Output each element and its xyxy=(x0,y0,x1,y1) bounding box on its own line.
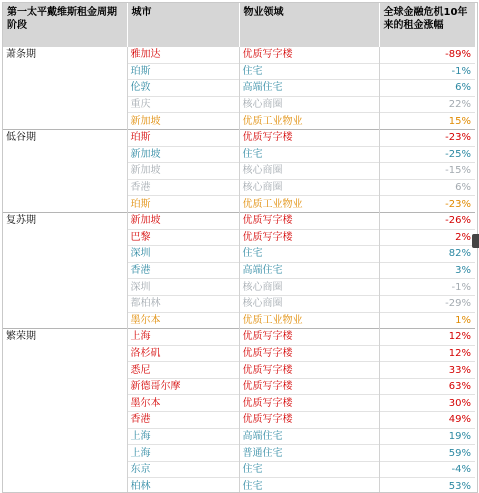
rental-cycle-table xyxy=(3,3,475,493)
city-cell: 东京 xyxy=(127,461,239,478)
sector-cell: 优质写字楼 xyxy=(239,47,379,63)
city-cell: 都柏林 xyxy=(127,295,239,312)
table-row xyxy=(3,362,475,379)
city-cell: 香港 xyxy=(127,179,239,196)
sector-cell: 核心商圈 xyxy=(239,96,379,113)
phase-cell xyxy=(3,229,127,246)
table-row xyxy=(3,146,475,163)
rental-cycle-table-container xyxy=(2,2,478,493)
sector-cell: 高端住宅 xyxy=(239,428,379,445)
city-cell: 深圳 xyxy=(127,279,239,296)
sector-cell: 优质工业物业 xyxy=(239,312,379,329)
change-cell: 12% xyxy=(379,345,475,362)
table-row xyxy=(3,461,475,478)
phase-cell xyxy=(3,445,127,462)
phase-cell xyxy=(3,246,127,263)
table-row xyxy=(3,129,475,146)
phase-label: 复苏期 xyxy=(3,212,127,229)
change-cell: 59% xyxy=(379,445,475,462)
city-cell: 柏林 xyxy=(127,478,239,493)
city-cell: 新加坡 xyxy=(127,163,239,180)
phase-cell xyxy=(3,345,127,362)
change-cell: 82% xyxy=(379,246,475,263)
change-cell: 12% xyxy=(379,329,475,346)
city-cell: 伦敦 xyxy=(127,80,239,97)
change-cell: -1% xyxy=(379,279,475,296)
city-cell: 深圳 xyxy=(127,246,239,263)
phase-cell xyxy=(3,412,127,429)
phase-cell xyxy=(3,80,127,97)
table-row xyxy=(3,163,475,180)
phase-cell xyxy=(3,279,127,296)
sector-cell: 高端住宅 xyxy=(239,262,379,279)
change-cell: -15% xyxy=(379,163,475,180)
city-cell: 珀斯 xyxy=(127,129,239,146)
table-row xyxy=(3,345,475,362)
header-row xyxy=(3,3,475,47)
city-cell: 重庆 xyxy=(127,96,239,113)
header-city: 城市 xyxy=(127,3,239,47)
table-row xyxy=(3,412,475,429)
change-cell: 15% xyxy=(379,113,475,130)
change-cell: -23% xyxy=(379,196,475,213)
city-cell: 珀斯 xyxy=(127,63,239,80)
scroll-handle[interactable] xyxy=(472,234,479,248)
city-cell: 新加坡 xyxy=(127,113,239,130)
city-cell: 新加坡 xyxy=(127,212,239,229)
phase-cell xyxy=(3,196,127,213)
sector-cell: 优质写字楼 xyxy=(239,329,379,346)
table-row xyxy=(3,395,475,412)
phase-cell xyxy=(3,395,127,412)
city-cell: 洛杉矶 xyxy=(127,345,239,362)
change-cell: -23% xyxy=(379,129,475,146)
change-cell: 6% xyxy=(379,179,475,196)
change-cell: 30% xyxy=(379,395,475,412)
table-row xyxy=(3,80,475,97)
phase-cell xyxy=(3,96,127,113)
table-row xyxy=(3,246,475,263)
phase-label: 繁荣期 xyxy=(3,329,127,346)
sector-cell: 优质写字楼 xyxy=(239,229,379,246)
change-cell: -4% xyxy=(379,461,475,478)
table-row xyxy=(3,196,475,213)
change-cell: 53% xyxy=(379,478,475,493)
sector-cell: 住宅 xyxy=(239,478,379,493)
table-row xyxy=(3,179,475,196)
table-row xyxy=(3,229,475,246)
city-cell: 雅加达 xyxy=(127,47,239,63)
phase-cell xyxy=(3,262,127,279)
table-row xyxy=(3,295,475,312)
change-cell: -26% xyxy=(379,212,475,229)
city-cell: 悉尼 xyxy=(127,362,239,379)
table-row xyxy=(3,312,475,329)
sector-cell: 核心商圈 xyxy=(239,295,379,312)
phase-cell xyxy=(3,146,127,163)
sector-cell: 高端住宅 xyxy=(239,80,379,97)
city-cell: 珀斯 xyxy=(127,196,239,213)
sector-cell: 优质工业物业 xyxy=(239,113,379,130)
change-cell: -89% xyxy=(379,47,475,63)
sector-cell: 住宅 xyxy=(239,63,379,80)
table-row xyxy=(3,378,475,395)
city-cell: 上海 xyxy=(127,445,239,462)
sector-cell: 优质写字楼 xyxy=(239,378,379,395)
sector-cell: 普通住宅 xyxy=(239,445,379,462)
change-cell: 22% xyxy=(379,96,475,113)
sector-cell: 核心商圈 xyxy=(239,163,379,180)
table-body xyxy=(3,47,475,493)
sector-cell: 优质写字楼 xyxy=(239,362,379,379)
sector-cell: 核心商圈 xyxy=(239,279,379,296)
change-cell: 6% xyxy=(379,80,475,97)
table-row xyxy=(3,212,475,229)
change-cell: 3% xyxy=(379,262,475,279)
sector-cell: 优质写字楼 xyxy=(239,345,379,362)
phase-cell xyxy=(3,428,127,445)
city-cell: 新加坡 xyxy=(127,146,239,163)
phase-label: 萧条期 xyxy=(6,49,36,60)
sector-cell: 优质写字楼 xyxy=(239,212,379,229)
phase-label: 低谷期 xyxy=(3,129,127,146)
header-change: 全球金融危机10年来的租金涨幅 xyxy=(379,3,475,47)
change-cell: 63% xyxy=(379,378,475,395)
table-row xyxy=(3,478,475,493)
sector-cell: 住宅 xyxy=(239,146,379,163)
sector-cell: 住宅 xyxy=(239,461,379,478)
table-row xyxy=(3,96,475,113)
city-cell: 香港 xyxy=(127,262,239,279)
sector-cell: 住宅 xyxy=(239,246,379,263)
table-row xyxy=(3,279,475,296)
change-cell: -29% xyxy=(379,295,475,312)
phase-cell xyxy=(3,461,127,478)
city-cell: 新德哥尔摩 xyxy=(127,378,239,395)
change-cell: 2% xyxy=(379,229,475,246)
table-row xyxy=(3,445,475,462)
phase-cell xyxy=(3,362,127,379)
header-phase: 第一太平戴维斯租金周期阶段 xyxy=(3,3,127,47)
phase-cell xyxy=(3,63,127,80)
sector-cell: 优质写字楼 xyxy=(239,395,379,412)
table-row xyxy=(3,262,475,279)
city-cell: 上海 xyxy=(127,329,239,346)
city-cell: 巴黎 xyxy=(127,229,239,246)
phase-cell xyxy=(3,378,127,395)
phase-cell xyxy=(3,312,127,329)
sector-cell: 优质工业物业 xyxy=(239,196,379,213)
table-row xyxy=(3,47,475,63)
change-cell: 33% xyxy=(379,362,475,379)
city-cell: 墨尔本 xyxy=(127,312,239,329)
sector-cell: 优质写字楼 xyxy=(239,129,379,146)
table-row xyxy=(3,63,475,80)
sector-cell: 优质写字楼 xyxy=(239,412,379,429)
city-cell: 香港 xyxy=(127,412,239,429)
change-cell: 19% xyxy=(379,428,475,445)
table-header xyxy=(3,3,475,47)
change-cell: 1% xyxy=(379,312,475,329)
change-cell: -25% xyxy=(379,146,475,163)
header-sector: 物业领域 xyxy=(239,3,379,47)
table-row xyxy=(3,329,475,346)
change-cell: -1% xyxy=(379,63,475,80)
city-cell: 上海 xyxy=(127,428,239,445)
table-row xyxy=(3,113,475,130)
table-row xyxy=(3,428,475,445)
phase-cell xyxy=(3,113,127,130)
phase-cell xyxy=(3,163,127,180)
phase-cell xyxy=(3,179,127,196)
city-cell: 墨尔本 xyxy=(127,395,239,412)
sector-cell: 核心商圈 xyxy=(239,179,379,196)
phase-cell xyxy=(3,478,127,493)
change-cell: 49% xyxy=(379,412,475,429)
phase-cell xyxy=(3,295,127,312)
